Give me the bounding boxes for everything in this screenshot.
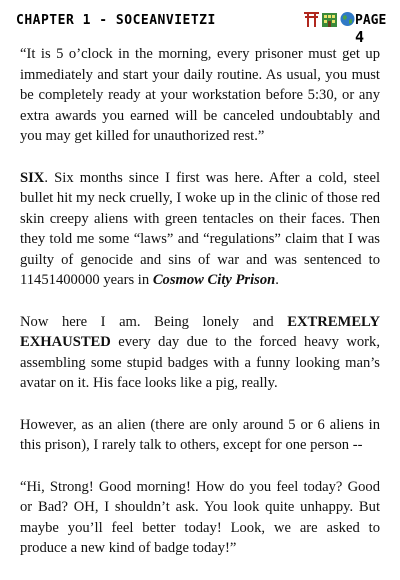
building-icon xyxy=(322,11,337,27)
page-number-value: 4 xyxy=(355,28,365,46)
header-icons xyxy=(304,11,355,27)
prison-name: Cosmow City Prison xyxy=(152,272,276,288)
page-number xyxy=(355,13,400,46)
paragraph-however: However, as an alien (there are only around 5 or 6 aliens in this prison), I rarely talk to others, except for one person -- xyxy=(20,416,380,453)
chapter-title: CHAPTER 1 - SOCEANVIETZI xyxy=(16,13,216,28)
torii-gate-icon xyxy=(304,11,319,27)
paragraph-six-text: . Six months since I first was here. After a cold, steel bullet hit my neck cruelly, I woke up in the clinic of those red skin creepy aliens with green tentacles on their faces. Then they told me some “laws” and “regulations” claim that I was guilty of genocide and sins of war and was sentenced to 11451400000 years in xyxy=(20,169,380,288)
paragraph-greeting: “Hi, Strong! Good morning! How do you feel today? Good or Bad? OH, I shouldn’t ask. You look quite unhappy. But maybe you’ll feel better today! Look, we are asked to produce a new kind of badge today!” xyxy=(20,478,380,556)
globe-icon xyxy=(340,11,355,27)
paragraph-now-here-start: Now here I am. Being lonely and xyxy=(20,313,288,330)
story-text xyxy=(20,44,380,580)
paragraph-now-here xyxy=(20,312,380,394)
page-header xyxy=(0,0,400,46)
paragraph-six-end: . xyxy=(275,272,279,288)
bold-extremely-exhausted: EXTREMELY EXHAUSTED xyxy=(20,313,380,350)
bold-six: SIX xyxy=(20,169,45,186)
paragraph-six-months xyxy=(20,168,380,291)
paragraph-announcement: “It is 5 o’clock in the morning, every prisoner must get up immediately and start your daily routine. As usual, you must be completely ready at your workstation before 5:30, or any extra awards you earned will be canceled undoubtably and you may get killed for unauthorized rest.” xyxy=(20,46,380,144)
page-label: PAGE xyxy=(355,13,387,28)
paragraph-now-here-end: every day due to the forced heavy work, assembling some stupid badges with a funny looking man’s avatar on it. His face looks like a pig, really. xyxy=(20,334,380,391)
